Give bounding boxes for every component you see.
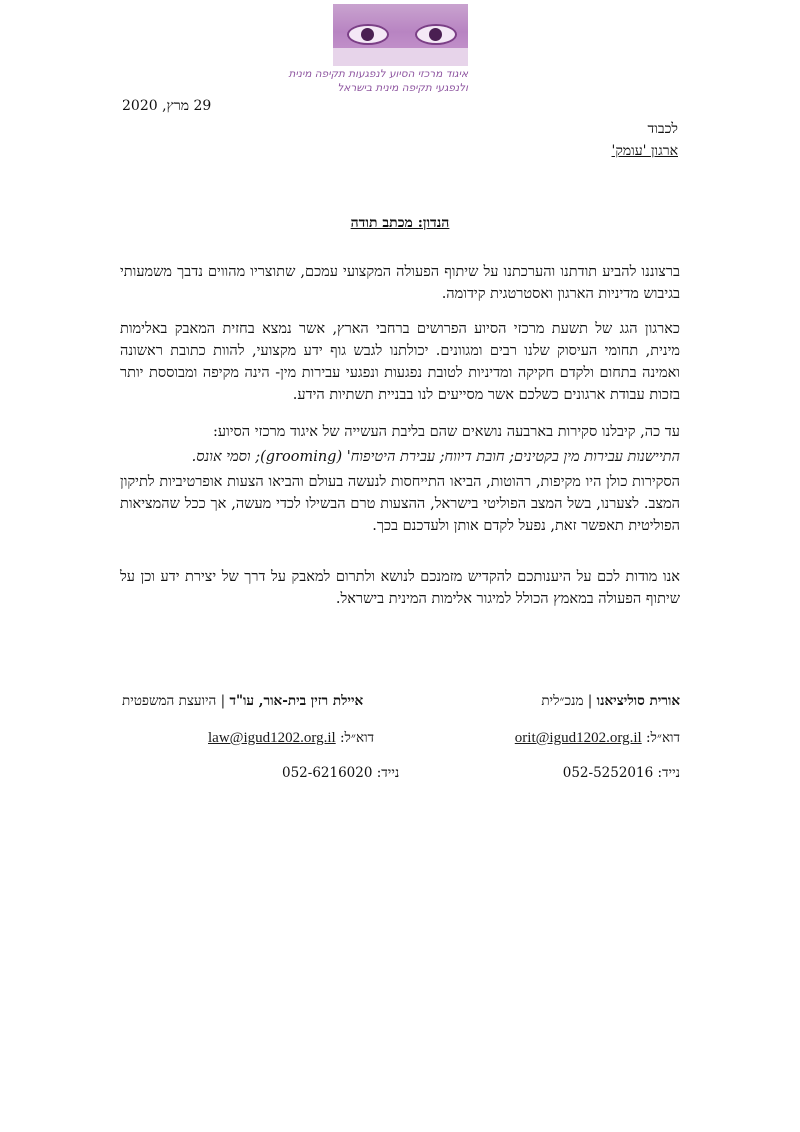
signature-legal-phone-row bbox=[282, 765, 399, 781]
signature-legal-phone: 052-6216020 bbox=[282, 765, 373, 781]
signature-ceo-phone: 052-5252016 bbox=[562, 765, 654, 781]
signature-legal-name: איילת רזין בית-אור, עו"ד bbox=[229, 693, 364, 709]
signature-ceo-email-link[interactable]: orit@igud1202.org.il bbox=[514, 730, 642, 746]
organization-logo bbox=[288, 4, 468, 96]
paragraph-reviews-intro: עד כה, קיבלנו סקירות בארבעה נושאים שהם בליבת העשייה של איגוד מרכזי הסיוע: bbox=[212, 424, 680, 440]
signature-legal-email-label: דוא״ל: bbox=[340, 730, 375, 746]
signature-ceo-title: | מנכ״לית bbox=[541, 693, 597, 709]
letter-date: 29 מרץ, 2020 bbox=[122, 98, 212, 114]
signature-ceo-phone-label: נייד: bbox=[657, 765, 680, 781]
logo-band bbox=[333, 48, 468, 66]
signature-ceo-email-row bbox=[515, 730, 680, 747]
logo-eyes-image bbox=[333, 4, 468, 66]
signature-ceo-email-label: דוא״ל: bbox=[645, 730, 680, 746]
paragraph-gratitude: ברצוננו להביע תודתנו והערכתנו על שיתוף הפעולה המקצועי עמכם, שתוצריו מהווים נדבך משמעותי בגיבוש מדיניות הארגון ואסטרטגית קידומה. bbox=[120, 264, 680, 302]
logo-right-eye bbox=[415, 24, 457, 45]
paragraph-reviews-body: הסקירות כולן היו מקיפות, רהוטות, הביאו התייחסות לנעשה בעולם והביאו הצעות אופרטיביות לתיקון המצב. לצערנו, בשל המצב הפוליטי בישראל, ההצעות טרם הבשילו לכדי מעשה, אך ככל שהמציאות הפוליטית תאפשר זאת, נפעל לקדם אותן ולעדכנם בכך. bbox=[120, 474, 680, 534]
paragraph-review-topics: התיישנות עבירות מין בקטינים; חובת דיווח; עבירת היטיפוח' (grooming); וסמי אונס. bbox=[191, 449, 680, 465]
signature-ceo-phone-row bbox=[563, 765, 680, 781]
signature-legal-email-row bbox=[208, 730, 374, 747]
signature-legal bbox=[122, 693, 363, 709]
recipient-salutation: לכבוד bbox=[647, 121, 678, 137]
logo-text-line-2: ולנפגעי תקיפה מינית בישראל bbox=[337, 82, 468, 94]
letter-subject: הנדון: מכתב תודה bbox=[350, 215, 450, 231]
recipient-organization: ארגון 'עומק' bbox=[611, 143, 678, 159]
paragraph-organization: כארגון הגג של תשעת מרכזי הסיוע הפרושים ברחבי הארץ, אשר נמצא בחזית המאבק באלימות מינית, תחומי העיסוק שלנו רבים ומגוונים. יכולתנו לגבש גוף ידע מקצועי, להוות כתובת ראשונה ואמינה בתחום ולקדם חקיקה ומדיניות לטובת נפגעות ונפגעי עבירות מין- הינה מקיפה ומבוססת יותר בזכות עבודת ארגונים כשלכם אשר מסייעים לנו בבניית תשתיות הידע. bbox=[120, 321, 680, 403]
signature-legal-title: | היועצת המשפטית bbox=[122, 693, 230, 709]
signature-ceo-name: אורית סוליציאנו bbox=[596, 693, 680, 709]
logo-left-eye bbox=[347, 24, 389, 45]
signature-legal-phone-label: נייד: bbox=[376, 765, 400, 781]
logo-text-line-1: איגוד מרכזי הסיוע לנפגעות תקיפה מינית bbox=[288, 68, 468, 80]
signature-legal-email-link[interactable]: law@igud1202.org.il bbox=[208, 730, 336, 746]
paragraph-closing: אנו מודות לכם על היענותכם להקדיש מזמנכם לנושא ולתרום למאבק על דרך של יצירת ידע וכן על שיתוף הפעולה במאמץ הכולל למיגור אלימות המינית בישראל. bbox=[120, 569, 680, 607]
signature-ceo bbox=[541, 693, 680, 709]
